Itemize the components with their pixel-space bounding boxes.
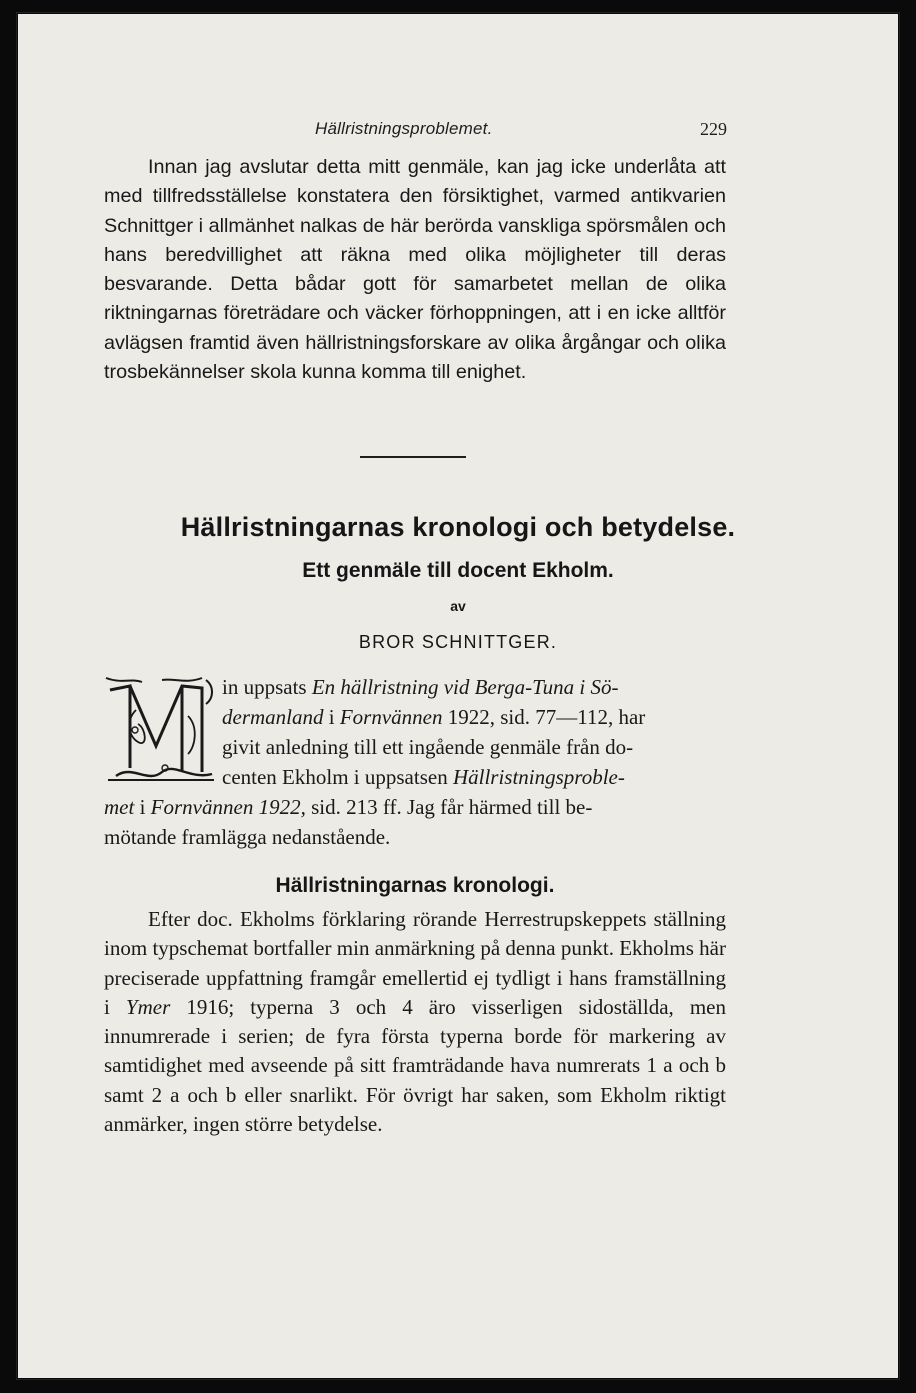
opening-line-2: dermanland i Fornvännen 1922, sid. 77—112, har	[222, 705, 646, 729]
byline-av: av	[450, 598, 466, 614]
running-header	[297, 115, 727, 143]
running-title: Hällristningsproblemet.	[315, 119, 493, 138]
opening-line-3: givit anledning till ett ingående genmäle från do-	[222, 735, 634, 759]
section-paragraph: Efter doc. Ekholms förklaring rörande Herrestrupskeppets ställning inom typschemat bortfaller min anmärkning på denna punkt. Ekholms här preciserade uppfattning framgår emellertid ej tydligt i hans framställning i Ymer 1916; typerna 3 och 4 äro visserligen sidoställda, men innumrerade i serien; de fyra första typerna borde för markering av samtidighet med avseende på sitt framträdande hava numrerats 1 a och b samt 2 a och b eller snarlikt. För övrigt har saken, som Ekholm riktigt anmärker, ingen större betydelse.	[104, 907, 726, 1137]
opening-line-6: mötande framlägga nedanstående.	[104, 825, 391, 849]
closing-paragraph: Innan jag avslutar detta mitt genmäle, kan jag icke underlåta att med tillfredsställelse konstatera den försiktighet, varmed antikvarien Schnittger i allmänhet nalkas de här berörda vanskliga spörsmålen och hans beredvillighet att räkna med olika möjligheter till deras besvarande. Detta bådar gott för samarbetet mellan de olika riktningarnas företrädare och väcker förhoppningen, att i en icke alltför avlägsen framtid även hällristningsforskare av olika årgångar och olika trosbekännelser skola kunna komma till enighet.	[104, 156, 726, 384]
article-subtitle: Ett genmäle till docent Ekholm.	[302, 559, 614, 582]
page-number: 229	[700, 119, 727, 139]
section-heading: Hällristningarnas kronologi.	[275, 874, 555, 897]
opening-line-5: met i Fornvännen 1922, sid. 213 ff. Jag får härmed till be-	[104, 795, 593, 819]
section-divider	[360, 456, 466, 458]
opening-line-1: in uppsats En hällristning vid Berga-Tuna i Sö-	[222, 675, 619, 699]
opening-line-4: centen Ekholm i uppsatsen Hällristningsproble-	[222, 765, 625, 789]
decorated-initial-m-icon	[102, 676, 218, 790]
author-name: BROR SCHNITTGER.	[358, 632, 558, 652]
article-title: Hällristningarnas kronologi och betydelse.	[180, 512, 736, 542]
